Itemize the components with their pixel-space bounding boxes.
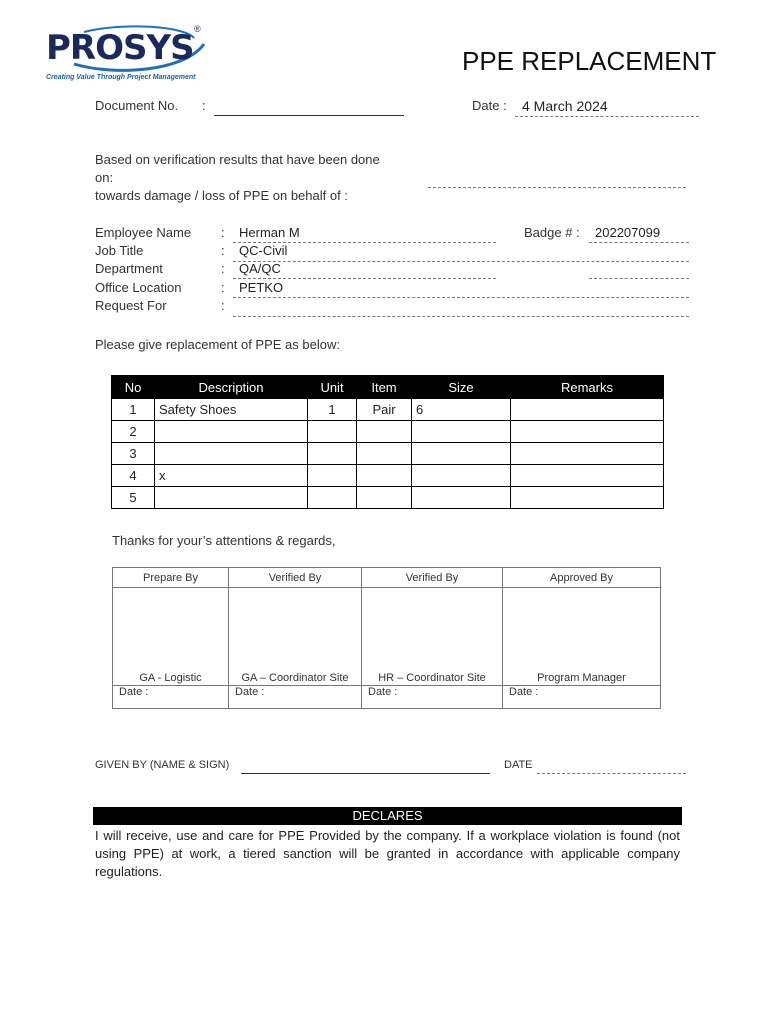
col-header-no: No [112, 376, 155, 399]
cell-no: 5 [112, 487, 155, 509]
employee-name-value: Herman M [239, 225, 300, 240]
cell-no: 3 [112, 443, 155, 465]
verified-by-header: Verified By [229, 568, 362, 588]
document-no-colon: : [202, 98, 206, 113]
date-field-line [515, 115, 699, 117]
cell-description[interactable]: x [155, 465, 308, 487]
signature-box-hr-coordinator[interactable] [362, 588, 503, 686]
signature-date-row [113, 686, 661, 709]
department-extra-line [589, 277, 689, 279]
approved-by-header: Approved By [503, 568, 661, 588]
cell-description[interactable] [155, 443, 308, 465]
cell-item[interactable] [357, 421, 412, 443]
cell-unit[interactable] [308, 421, 357, 443]
given-by-label: GIVEN BY (NAME & SIGN) [95, 759, 230, 771]
cell-description[interactable] [155, 421, 308, 443]
cell-item[interactable] [357, 443, 412, 465]
cell-remarks[interactable] [511, 443, 664, 465]
department-colon: : [221, 261, 225, 276]
signature-table [112, 567, 661, 709]
signature-box-ga-coordinator[interactable] [229, 588, 362, 686]
col-header-description: Description [155, 376, 308, 399]
page-title: PPE REPLACEMENT [462, 46, 717, 76]
table-row [112, 465, 664, 487]
col-header-remarks: Remarks [511, 376, 664, 399]
col-header-item: Item [357, 376, 412, 399]
given-by-field[interactable] [241, 772, 490, 774]
signature-box-ga-logistic[interactable] [113, 588, 229, 686]
given-by-date-field[interactable] [537, 772, 686, 774]
cell-unit[interactable] [308, 443, 357, 465]
cell-size[interactable] [412, 443, 511, 465]
date-label: Date : [472, 98, 507, 113]
cell-size[interactable] [412, 465, 511, 487]
employee-name-colon: : [221, 225, 225, 240]
table-row [112, 399, 664, 421]
verification-line-1: Based on verification results that have been done [95, 152, 380, 167]
cell-item[interactable] [357, 465, 412, 487]
request-for-colon: : [221, 298, 225, 313]
table-row [112, 443, 664, 465]
employee-name-label: Employee Name [95, 225, 192, 240]
date-value: 4 March 2024 [522, 98, 608, 114]
cell-size[interactable]: 6 [412, 399, 511, 421]
request-for-line[interactable] [233, 315, 689, 317]
prepare-by-header: Prepare By [113, 568, 229, 588]
verification-line-3: towards damage / loss of PPE on behalf of : [95, 188, 348, 203]
signature-date[interactable]: Date : [229, 686, 362, 709]
given-by-date-label: DATE [504, 759, 533, 771]
department-label: Department [95, 261, 163, 276]
cell-unit[interactable] [308, 487, 357, 509]
office-location-value: PETKO [239, 280, 284, 295]
request-for-label: Request For [95, 298, 167, 313]
cell-remarks[interactable] [511, 465, 664, 487]
role-label: HR – Coordinator Site [378, 672, 486, 684]
signature-header-row [113, 568, 661, 588]
badge-line [589, 241, 689, 243]
office-location-line [233, 296, 689, 298]
office-location-label: Office Location [95, 280, 182, 295]
thanks-text: Thanks for your’s attentions & regards, [112, 533, 336, 548]
role-label: Program Manager [537, 672, 626, 684]
logo-wordmark: PROSYS [46, 28, 194, 68]
cell-unit[interactable] [308, 465, 357, 487]
job-title-colon: : [221, 243, 225, 258]
cell-size[interactable] [412, 421, 511, 443]
cell-no: 2 [112, 421, 155, 443]
signature-date[interactable]: Date : [362, 686, 503, 709]
company-logo [44, 24, 209, 86]
cell-remarks[interactable] [511, 487, 664, 509]
cell-remarks[interactable] [511, 421, 664, 443]
job-title-label: Job Title [95, 243, 144, 258]
cell-item[interactable]: Pair [357, 399, 412, 421]
department-line [233, 277, 496, 279]
col-header-size: Size [412, 376, 511, 399]
document-no-label: Document No. [95, 98, 179, 113]
declares-text: I will receive, use and care for PPE Provided by the company. If a workplace violation is found (not using PPE) at work, a tiered sanction will be granted in accordance with applicable company regulations. [95, 828, 680, 879]
ppe-table-header [112, 376, 664, 399]
signature-box-program-manager[interactable] [503, 588, 661, 686]
cell-size[interactable] [412, 487, 511, 509]
signature-date[interactable]: Date : [113, 686, 229, 709]
document-no-field[interactable] [214, 114, 404, 116]
verification-date-field[interactable] [428, 186, 686, 188]
job-title-line [233, 260, 689, 262]
declares-title: DECLARES [93, 807, 682, 825]
department-value: QA/QC [239, 261, 281, 276]
role-label: GA – Coordinator Site [241, 672, 349, 684]
ppe-table [111, 375, 664, 509]
cell-no: 1 [112, 399, 155, 421]
office-location-colon: : [221, 280, 225, 295]
col-header-unit: Unit [308, 376, 357, 399]
cell-unit[interactable]: 1 [308, 399, 357, 421]
cell-description[interactable]: Safety Shoes [155, 399, 308, 421]
role-label: GA - Logistic [139, 672, 202, 684]
cell-item[interactable] [357, 487, 412, 509]
badge-value: 202207099 [595, 225, 661, 240]
logo-registered-mark: ® [194, 24, 201, 34]
table-row [112, 487, 664, 509]
cell-no: 4 [112, 465, 155, 487]
signature-box-row [113, 588, 661, 686]
verified-by-header: Verified By [362, 568, 503, 588]
instruction-text: Please give replacement of PPE as below: [95, 337, 340, 352]
signature-date[interactable]: Date : [503, 686, 661, 709]
logo-tagline: Creating Value Through Project Management [46, 74, 196, 81]
verification-line-2: on: [95, 170, 114, 185]
cell-remarks[interactable] [511, 399, 664, 421]
cell-description[interactable] [155, 487, 308, 509]
job-title-value: QC-Civil [239, 243, 288, 258]
table-row [112, 421, 664, 443]
badge-label: Badge # : [524, 225, 580, 240]
